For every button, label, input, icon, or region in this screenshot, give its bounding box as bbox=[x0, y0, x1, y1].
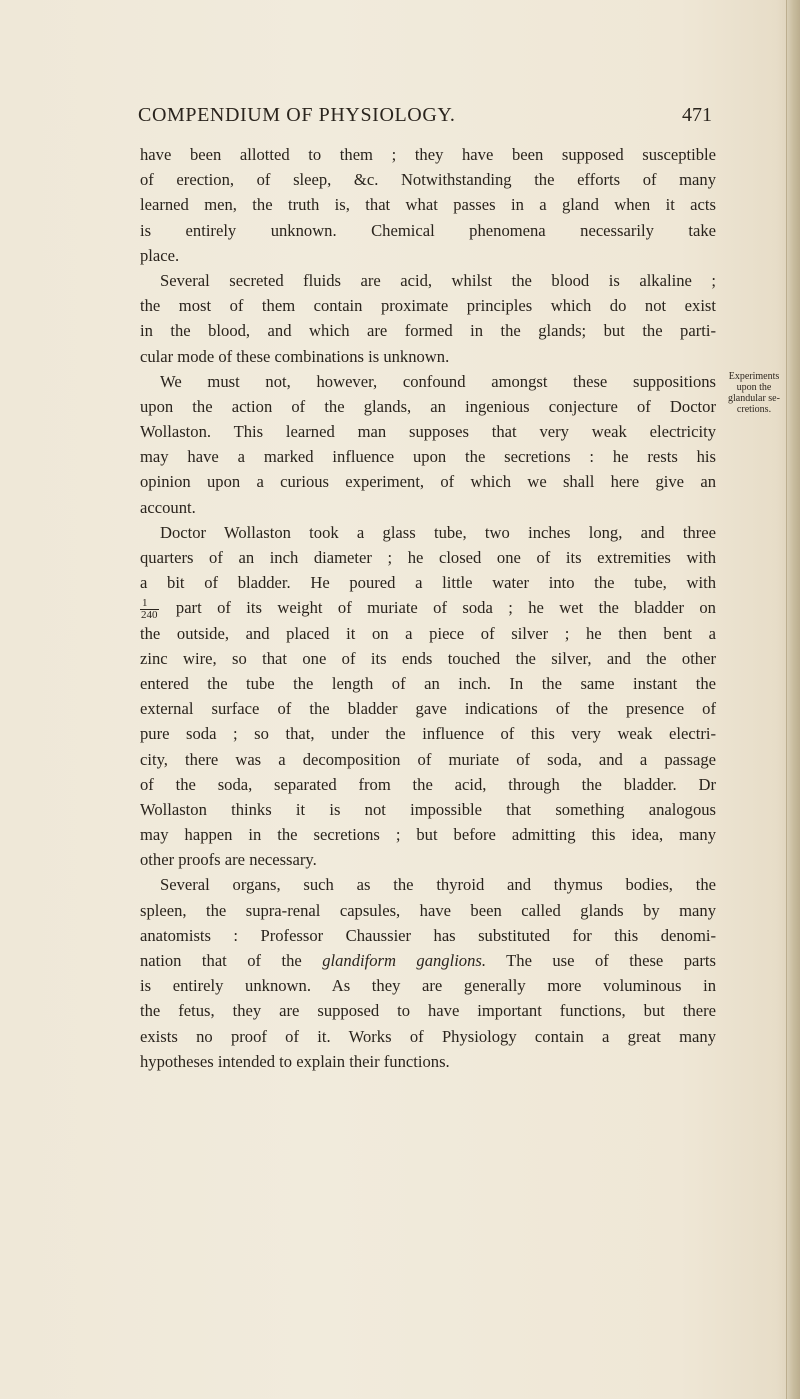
text-line: pure soda ; so that, under the influence of this very weak electri- bbox=[140, 724, 716, 744]
text-line-with-italic bbox=[140, 948, 716, 973]
margin-note-line: glandular se- bbox=[728, 393, 780, 404]
text-line: other proofs are necessary. bbox=[140, 850, 317, 870]
text-line: the most of them contain proximate principles which do not exist bbox=[140, 296, 716, 316]
text-line: of the soda, separated from the acid, through the bladder. Dr bbox=[140, 774, 716, 794]
text-line: external surface of the bladder gave indications of the presence of bbox=[140, 699, 716, 719]
fraction-numerator: 1 bbox=[140, 598, 159, 610]
fraction-denominator: 240 bbox=[141, 609, 158, 622]
margin-note-line: upon the bbox=[736, 382, 772, 393]
text-line: Doctor Wollaston took a glass tube, two inches long, and three bbox=[160, 522, 716, 542]
margin-note bbox=[722, 371, 786, 415]
italic-term: glandiform ganglions. bbox=[322, 951, 487, 970]
text-line: is entirely unknown. As they are generally more voluminous in bbox=[140, 976, 716, 996]
text-line: may have a marked influence upon the secretions : he rests his bbox=[140, 447, 716, 467]
text-line: We must not, however, confound amongst these suppositions bbox=[160, 371, 716, 391]
text-line: place. bbox=[140, 245, 180, 265]
text-line: hypotheses intended to explain their functions. bbox=[140, 1051, 450, 1071]
page-number: 471 bbox=[682, 104, 712, 126]
body-text bbox=[140, 142, 716, 1074]
running-head bbox=[138, 104, 712, 134]
text-line: of erection, of sleep, &c. Notwithstanding the efforts of many bbox=[140, 170, 716, 190]
page-edge bbox=[786, 0, 800, 1399]
text-segment: nation that of the bbox=[140, 951, 302, 970]
fraction bbox=[140, 598, 159, 621]
text-line: upon the action of the glands, an ingenious conjecture of Doctor bbox=[140, 396, 716, 416]
margin-note-line: Experiments bbox=[728, 371, 780, 382]
text-line: Wollaston thinks it is not impossible that something analogous bbox=[140, 799, 716, 819]
text-line: zinc wire, so that one of its ends touched the silver, and the other bbox=[140, 648, 716, 668]
text-line: in the blood, and which are formed in the glands; but the parti- bbox=[140, 321, 716, 341]
text-line: the fetus, they are supposed to have important functions, but there bbox=[140, 1001, 716, 1021]
text-line-rest: part of its weight of muriate of soda ; he wet the bladder on bbox=[175, 598, 716, 618]
text-line: opinion upon a curious experiment, of which we shall here give an bbox=[140, 472, 716, 492]
text-line: exists no proof of it. Works of Physiology contain a great many bbox=[140, 1026, 716, 1046]
text-segment: The use of these parts bbox=[486, 951, 716, 970]
text-line: entered the tube the length of an inch. In the same instant the bbox=[140, 673, 716, 693]
text-line: may happen in the secretions ; but before admitting this idea, many bbox=[140, 825, 716, 845]
text-line: have been allotted to them ; they have been supposed susceptible bbox=[140, 145, 716, 164]
text-line: Several organs, such as the thyroid and thymus bodies, the bbox=[160, 875, 716, 895]
text-line: Several secreted fluids are acid, whilst the blood is alkaline ; bbox=[160, 270, 716, 290]
text-line: spleen, the supra-renal capsules, have been called glands by many bbox=[140, 900, 716, 920]
text-line: anatomists : Professor Chaussier has substituted for this denomi- bbox=[140, 925, 716, 945]
text-line: is entirely unknown. Chemical phenomena necessarily take bbox=[140, 220, 716, 240]
running-title: COMPENDIUM OF PHYSIOLOGY. bbox=[138, 104, 456, 126]
text-line: learned men, the truth is, that what passes in a gland when it acts bbox=[140, 195, 716, 215]
text-line: the outside, and placed it on a piece of silver ; he then bent a bbox=[140, 623, 716, 643]
text-line: cular mode of these combinations is unknown. bbox=[140, 346, 450, 366]
text-line: quarters of an inch diameter ; he closed one of its extremities with bbox=[140, 548, 716, 567]
text-line: city, there was a decomposition of muriate of soda, and a passage bbox=[140, 749, 716, 769]
text-line: a bit of bladder. He poured a little water into the tube, with bbox=[140, 573, 716, 593]
margin-note-line: cretions. bbox=[736, 404, 772, 415]
text-line-with-fraction bbox=[140, 595, 716, 620]
text-line: Wollaston. This learned man supposes that very weak electricity bbox=[140, 422, 716, 442]
text-line: account. bbox=[140, 497, 196, 517]
